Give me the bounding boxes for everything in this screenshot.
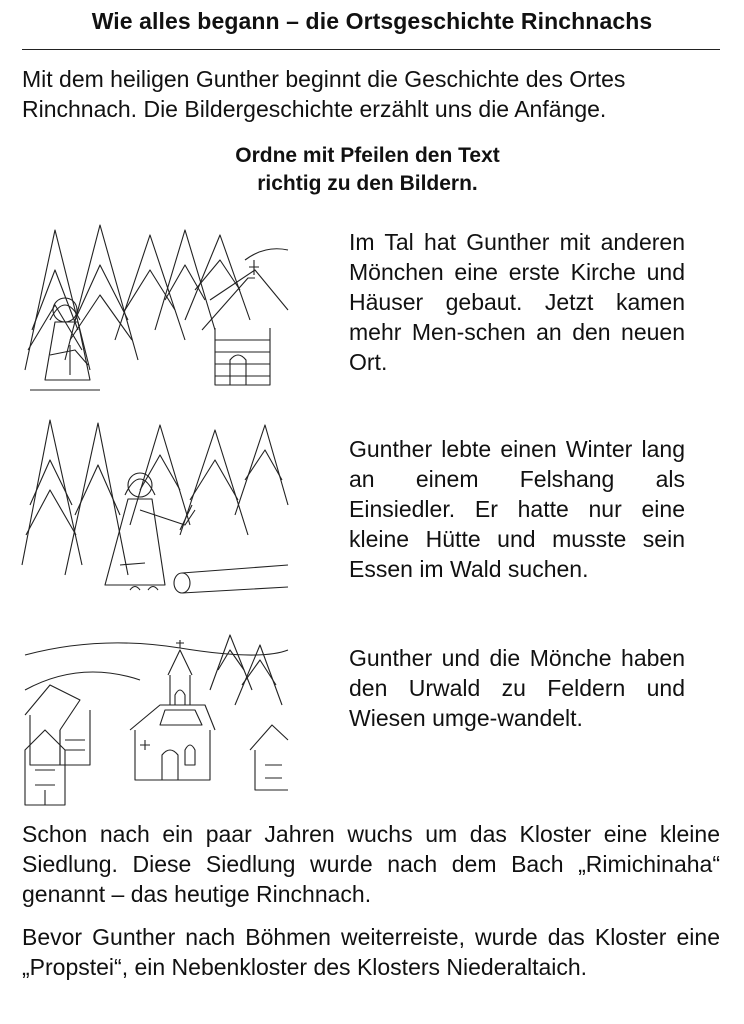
intro-paragraph: Mit dem heiligen Gunther beginnt die Geschichte des Ortes Rinchnach. Die Bildergeschichte erzählt uns die Anfänge. xyxy=(22,66,626,122)
fir-trees xyxy=(22,420,288,575)
caption-3: Gunther und die Mönche haben den Urwald zu Feldern und Wiesen umge-wandelt. xyxy=(349,645,685,731)
drawing-gunther-woodcutting xyxy=(20,415,290,595)
drawing-gunther-hut xyxy=(20,220,290,400)
caption-1: Im Tal hat Gunther mit anderen Mönchen eine erste Kirche und Häuser gebaut. Jetzt kamen mehr Men-schen an den neuen Ort. xyxy=(349,229,685,375)
monk-kneeling xyxy=(30,298,100,390)
instruction-line-2: richtig zu den Bildern. xyxy=(257,172,478,195)
drawing-church-fields xyxy=(20,630,290,810)
hut xyxy=(202,260,288,385)
houses xyxy=(25,685,288,805)
church xyxy=(130,640,215,780)
log xyxy=(174,565,288,593)
hills xyxy=(25,643,288,690)
fir-trees xyxy=(210,635,282,705)
title-rule xyxy=(22,49,720,50)
paragraph-settlement: Schon nach ein paar Jahren wuchs um das Kloster eine kleine Siedlung. Diese Siedlung wurde nach dem Bach „Rimichinaha“ genannt – das heutige Rinchnach. xyxy=(22,821,720,907)
caption-2: Gunther lebte einen Winter lang an einem Felshang als Einsiedler. Er hatte nur eine kleine Hütte und musste sein Essen im Wald suchen. xyxy=(349,436,685,582)
worksheet-title: Wie alles begann – die Ortsgeschichte Rinchnachs xyxy=(91,8,653,34)
instruction-line-1: Ordne mit Pfeilen den Text xyxy=(235,144,500,167)
instruction xyxy=(0,142,735,198)
paragraph-propstei: Bevor Gunther nach Böhmen weiterreiste, wurde das Kloster eine „Propstei“, ein Nebenkloster des Klosters Niederaltaich. xyxy=(22,924,720,980)
